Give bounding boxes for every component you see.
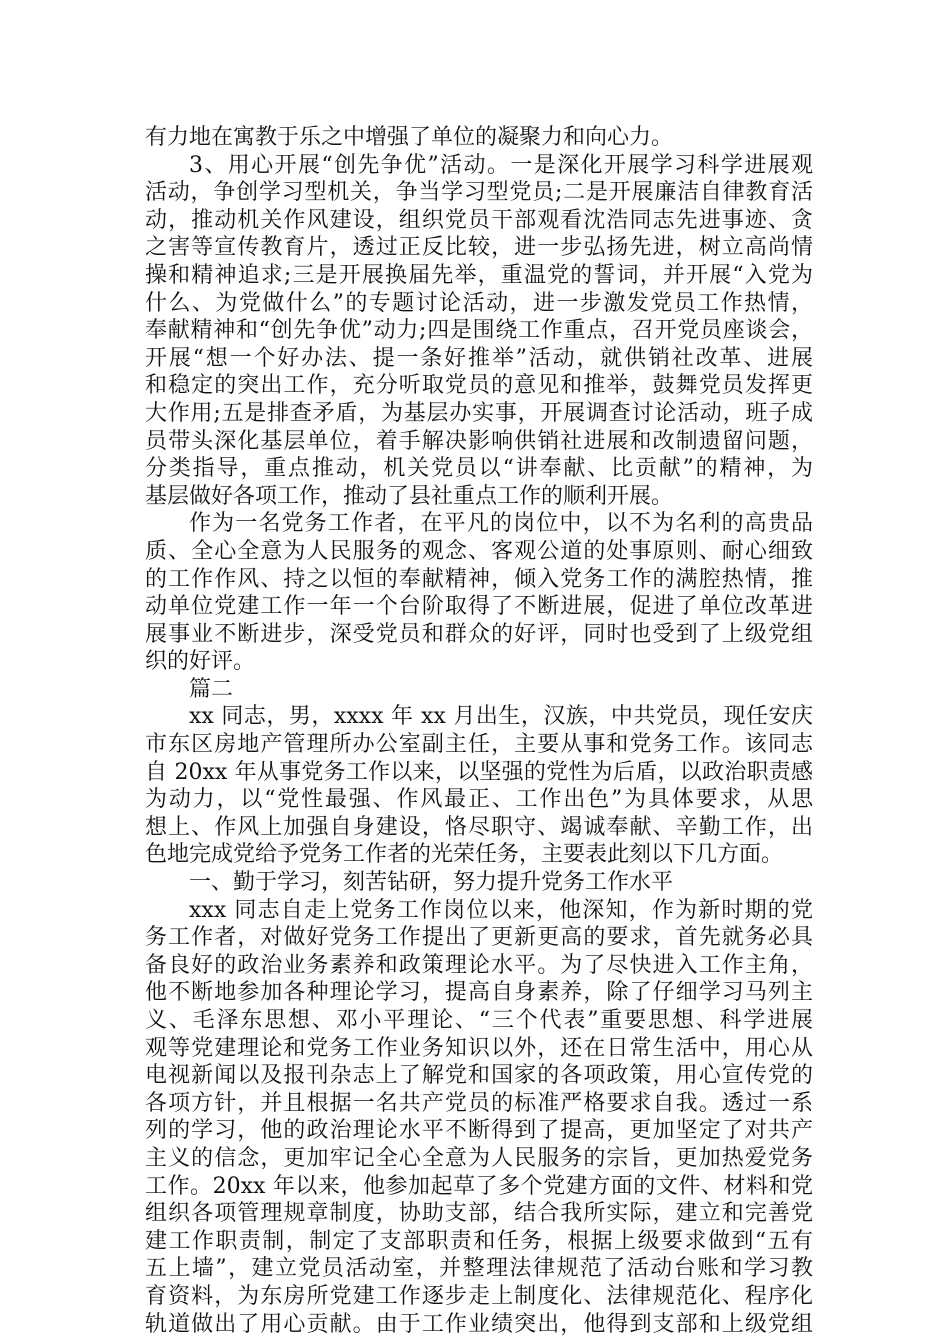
paragraph-first-line: xxx 同志自走上党务工作岗位以来，他深知，作为新时期的党 xyxy=(189,897,813,923)
text-line: 各项方针，并且根据一名共产党员的标准严格要求自我。透过一系 xyxy=(145,1090,813,1116)
paragraph-first-line: 篇二 xyxy=(189,676,234,702)
text-line: 分类指导，重点推动，机关党员以“讲奉献、比贡献”的精神，为 xyxy=(145,456,813,482)
text-line: 育资料，为东房所党建工作逐步走上制度化、法律规范化、程序化 xyxy=(145,1283,813,1309)
text-line: 义、毛泽东思想、邓小平理论、“三个代表”重要思想、科学进展 xyxy=(145,1008,813,1033)
paragraph-first-line: xx 同志，男，xxxx 年 xx 月出生，汉族，中共党员，现任安庆 xyxy=(189,704,813,730)
text-line: 自 20xx 年从事党务工作以来，以坚强的党性为后盾，以政治职责感 xyxy=(145,759,813,785)
text-line: 列的学习，他的政治理论水平不断得到了提高，更加坚定了对共产 xyxy=(145,1118,813,1144)
text-line: 大作用;五是排查矛盾，为基层办实事，开展调查讨论活动，班子成 xyxy=(145,400,813,426)
text-line: 建工作职责制，制定了支部职责和任务，根据上级要求做到“五有 xyxy=(145,1228,813,1254)
text-line: 想上、作风上加强自身建设，恪尽职守、竭诚奉献、辛勤工作，出 xyxy=(145,814,813,840)
text-line: 备良好的政治业务素养和政策理论水平。为了尽快进入工作主角， xyxy=(145,952,813,978)
text-line: 五上墙”，建立党员活动室，并整理法律规范了活动台账和学习教 xyxy=(145,1256,813,1282)
text-line: 轨道做出了用心贡献。由于工作业绩突出，他得到支部和上级党组 xyxy=(145,1311,813,1337)
text-line: 市东区房地产管理所办公室副主任，主要从事和党务工作。该同志 xyxy=(145,732,813,758)
text-line: 动，推动机关作风建设，组织党员干部观看沈浩同志先进事迹、贪 xyxy=(145,207,813,233)
paragraph-first-line: 3、用心开展“创先争优”活动。一是深化开展学习科学进展观 xyxy=(189,152,813,178)
text-line: 操和精神追求;三是开展换届先举，重温党的誓词，并开展“入党为 xyxy=(145,262,813,288)
text-line: 员带头深化基层单位，着手解决影响供销社进展和改制遗留问题， xyxy=(145,428,813,454)
text-line: 色地完成党给予党务工作者的光荣任务，主要表此刻以下几方面。 xyxy=(145,842,784,868)
text-line: 电视新闻以及报刊杂志上了解党和国家的各项政策，用心宣传党的 xyxy=(145,1063,813,1089)
text-line: 为动力，以“党性最强、作风最正、工作出色”为具体要求，从思 xyxy=(145,787,813,813)
text-line: 他不断地参加各种理论学习，提高自身素养，除了仔细学习马列主 xyxy=(145,980,813,1006)
text-line: 质、全心全意为人民服务的观念、客观公道的处事原则、耐心细致 xyxy=(145,538,813,564)
text-line: 开展“想一个好办法、提一条好推举”活动，就供销社改革、进展 xyxy=(145,345,813,371)
document-body-text xyxy=(145,124,813,1338)
text-line: 务工作者，对做好党务工作提出了更新更高的要求，首先就务必具 xyxy=(145,925,813,951)
text-line: 之害等宣传教育片，透过正反比较，进一步弘扬先进，树立高尚情 xyxy=(145,235,813,261)
paragraph-first-line: 一、勤于学习，刻苦钻研，努力提升党务工作水平 xyxy=(189,870,674,896)
text-line: 有力地在寓教于乐之中增强了单位的凝聚力和向心力。 xyxy=(145,125,674,150)
text-line: 主义的信念，更加牢记全心全意为人民服务的宗旨，更加热爱党务 xyxy=(145,1145,813,1171)
paragraph-first-line: 作为一名党务工作者，在平凡的岗位中，以不为名利的高贵品 xyxy=(189,511,813,537)
text-line: 的工作作风、持之以恒的奉献精神，倾入党务工作的满腔热情，推 xyxy=(145,566,813,592)
text-line: 工作。20xx 年以来，他参加起草了多个党建方面的文件、材料和党 xyxy=(145,1173,813,1199)
text-line: 组织各项管理规章制度，协助支部，结合我所实际，建立和完善党 xyxy=(145,1201,813,1227)
text-line: 活动，争创学习型机关，争当学习型党员;二是开展廉洁自律教育活 xyxy=(145,180,813,206)
text-line: 织的好评。 xyxy=(145,649,256,675)
text-line: 观等党建理论和党务工作业务知识以外，还在日常生活中，用心从 xyxy=(145,1035,813,1061)
text-line: 和稳定的突出工作，充分听取党员的意见和推举，鼓舞党员发挥更 xyxy=(145,373,813,399)
text-line: 奉献精神和“创先争优”动力;四是围绕工作重点，召开党员座谈会， xyxy=(145,318,813,344)
text-line: 动单位党建工作一年一个台阶取得了不断进展，促进了单位改革进 xyxy=(145,594,813,620)
text-line: 基层做好各项工作，推动了县社重点工作的顺利开展。 xyxy=(145,483,674,509)
text-line: 什么、为党做什么”的专题讨论活动，进一步激发党员工作热情， xyxy=(145,290,813,316)
text-line: 展事业不断进步，深受党员和群众的好评，同时也受到了上级党组 xyxy=(145,621,813,647)
